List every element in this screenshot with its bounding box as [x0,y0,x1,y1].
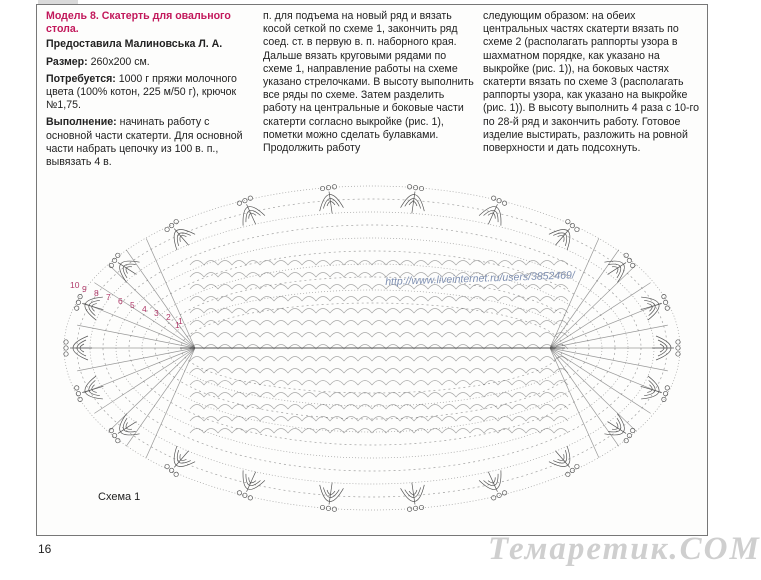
author-line: Предоставила Малиновська Л. А. [46,38,223,51]
pineapple-motif [477,467,511,503]
col2-text: п. для подъема на новый ряд и вязать косой сеткой по схеме 1, закончить ряд соед. ст. в первую в. п. наборного края. Дальше вязать круговыми рядами по схеме 1, направление работы на схеме указано стрелочками. В высоту выполнить все ряды по схеме. Затем разделить работу на центральные и боковые части скатерти согласно выкройке (рис. 1), пометки можно сделать булавками. Продолжить работу [263,10,474,155]
size-paragraph [46,56,256,69]
page-number: 16 [38,542,52,556]
row-number: 9 [82,284,87,294]
row-number: 2 [166,312,171,322]
pineapple-motif [161,443,198,480]
row-number: 7 [106,292,111,302]
size-value: 260х200 см. [90,55,150,68]
text-column-2 [263,10,475,155]
row-number: 6 [118,296,123,306]
scheme-label: Схема 1 [98,491,141,503]
pineapple-motif [546,216,583,253]
needs-paragraph [46,73,256,113]
exec-text: начинать работу с основной части скатерти. Для основной части набрать цепочку из 100 в. п., вывязать 4 в. [46,116,243,169]
text-column-3 [483,10,701,155]
size-label: Размер: [46,55,88,68]
url-watermark: http://www.liveinternet.ru/users/3852469/ [385,269,575,288]
needs-label: Потребуется: [46,72,116,85]
pineapple-motif [106,411,143,446]
pineapple-motif [233,467,267,503]
lace-pattern [64,184,680,512]
row-number: 5 [130,300,135,310]
row-number: 10 [70,280,80,290]
row-number: 3 [154,308,159,318]
pineapple-motif [316,481,344,512]
pineapple-motif [233,194,267,230]
top-band [38,0,78,4]
row-number: 1 [178,316,183,326]
row-number: 8 [94,288,99,298]
site-watermark: Темаретик.СОМ [488,531,761,567]
pineapple-motif [400,184,428,215]
pineapple-motif [400,481,428,512]
exec-label: Выполнение: [46,116,117,129]
col3-text: следующим образом: на обеих центральных частях скатерти вязать по схеме 2 (располагать раппорты узора в шахматном порядке, как указано на выкройке (рис. 1)), на боковых частях скатерти вязать по схеме 3 (располагать раппорты узора, как указано на выкройке (рис. 1)). В высоту выполнить 4 раза с 10-го по 28-й ряд и закончить работу. Готовое изделие выстирать, разложить на ровной поверхности и дать подсохнуть. [483,10,700,155]
pineapple-motif [477,194,511,230]
marker-number: 1 [175,320,180,330]
row-number: 4 [142,304,147,314]
needs-text: 1000 г пряжи молочного цвета (100% котон, 225 м/50 г), крючок №1,75. [46,72,237,112]
article-title: Модель 8. Скатерть для овального стола. [46,10,231,36]
pineapple-motif [106,249,143,284]
exec-paragraph [46,116,256,169]
pineapple-motif [316,184,344,215]
crochet-diagram [40,170,705,520]
text-column-1 [46,10,256,173]
